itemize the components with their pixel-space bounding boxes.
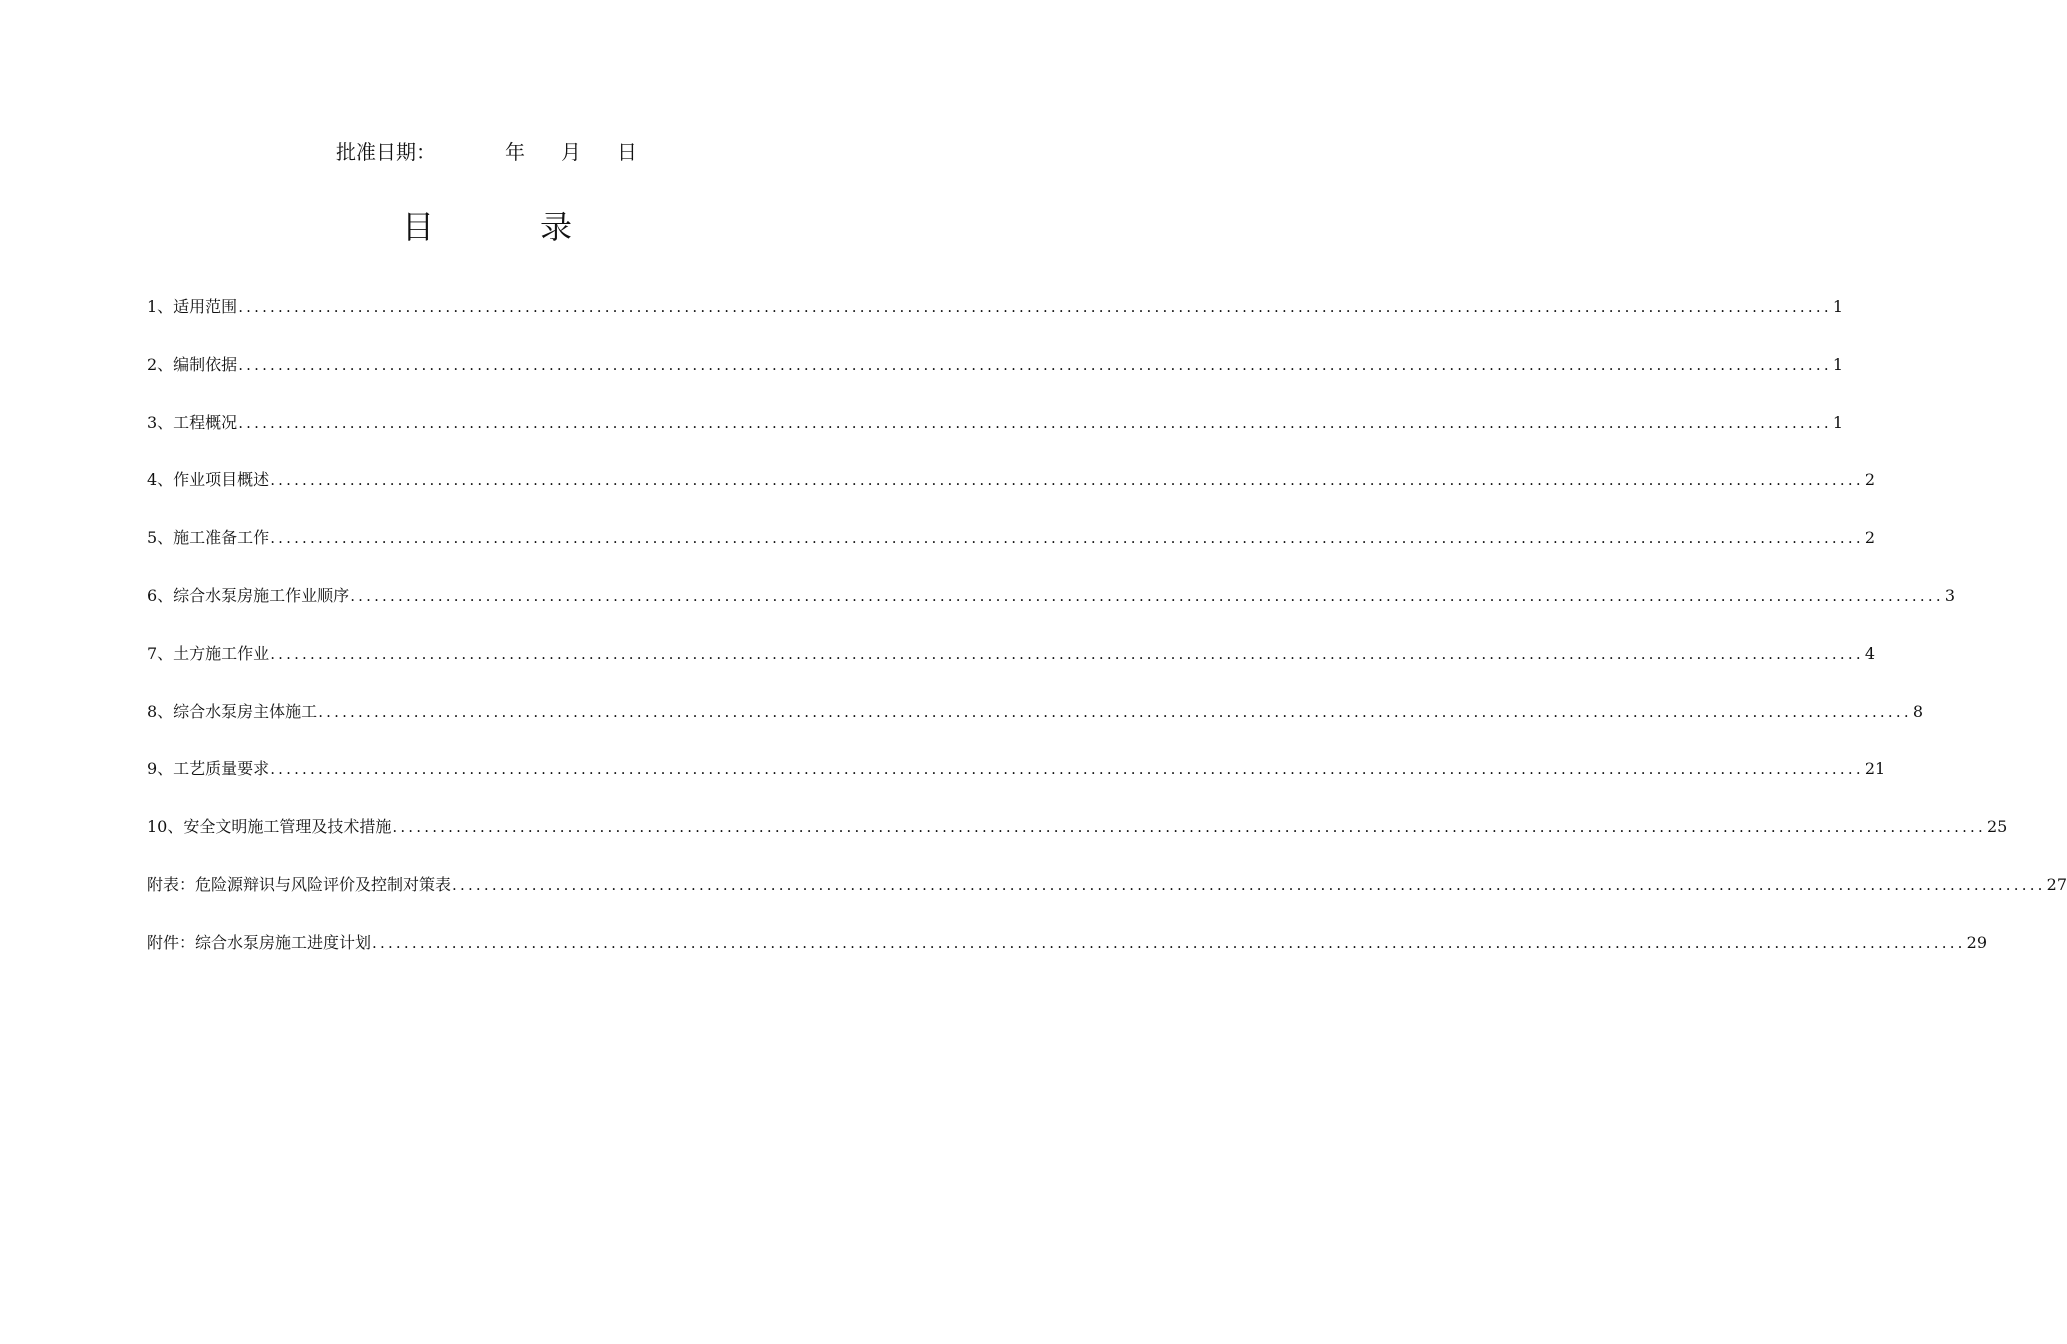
toc-entry[interactable] <box>147 699 1923 757</box>
toc-dot-leader: ........................................................................................................................................................................................................ <box>270 529 1864 548</box>
toc-list <box>147 294 2067 988</box>
toc-entry[interactable] <box>147 583 1955 641</box>
approval-date-label: 批准日期： <box>336 140 436 164</box>
toc-entry-page: 3 <box>1944 585 1955 605</box>
toc-entry-label: 附件：综合水泵房施工进度计划 <box>147 932 372 952</box>
approval-month-label: 月 <box>561 140 581 164</box>
toc-entry-page: 2 <box>1864 470 1875 490</box>
toc-entry[interactable] <box>147 525 1875 583</box>
toc-entry[interactable] <box>147 872 2067 930</box>
toc-entry-page: 2 <box>1864 528 1875 548</box>
toc-entry-label: 6、综合水泵房施工作业顺序 <box>147 585 350 605</box>
toc-dot-leader: ........................................................................................................................................................................................................ <box>270 644 1864 663</box>
toc-heading <box>0 202 950 246</box>
toc-entry[interactable] <box>147 294 1843 352</box>
toc-entry-page: 8 <box>1912 701 1923 721</box>
toc-entry[interactable] <box>147 352 1843 410</box>
toc-dot-leader: ........................................................................................................................................................................................................ <box>318 702 1912 721</box>
approval-date-line <box>0 136 950 166</box>
toc-entry-label: 10、安全文明施工管理及技术措施 <box>147 817 392 837</box>
approval-year-label: 年 <box>505 140 525 164</box>
toc-entry[interactable] <box>147 641 1875 699</box>
toc-entry[interactable] <box>147 930 1987 988</box>
toc-entry-label: 5、施工准备工作 <box>147 528 270 548</box>
toc-dot-leader: ........................................................................................................................................................................................................ <box>350 586 1944 605</box>
toc-dot-leader: ........................................................................................................................................................................................................ <box>238 298 1832 316</box>
toc-entry-label: 3、工程概况 <box>147 412 238 432</box>
toc-heading-char-1: 目 <box>402 208 435 246</box>
toc-entry[interactable] <box>147 410 1843 468</box>
toc-dot-leader: ........................................................................................................................................................................................................ <box>452 875 2046 894</box>
toc-dot-leader: ........................................................................................................................................................................................................ <box>372 933 1966 952</box>
toc-entry-label: 4、作业项目概述 <box>147 470 270 490</box>
toc-entry-page: 1 <box>1832 297 1843 316</box>
toc-entry[interactable] <box>147 467 1875 525</box>
toc-entry[interactable] <box>147 814 2008 872</box>
toc-entry-label: 7、土方施工作业 <box>147 643 270 663</box>
toc-entry-label: 2、编制依据 <box>147 354 238 374</box>
toc-dot-leader: ........................................................................................................................................................................................................ <box>270 471 1864 490</box>
toc-dot-leader: ........................................................................................................................................................................................................ <box>392 818 1986 837</box>
toc-entry-page: 25 <box>1987 817 2008 837</box>
approval-day-label: 日 <box>617 140 637 164</box>
toc-entry-page: 29 <box>1966 932 1987 952</box>
toc-entry-page: 4 <box>1864 643 1875 663</box>
toc-entry-label: 1、适用范围 <box>147 297 238 316</box>
toc-entry-label: 附表：危险源辩识与风险评价及控制对策表 <box>147 874 452 894</box>
toc-dot-leader: ........................................................................................................................................................................................................ <box>238 413 1832 432</box>
toc-entry-page: 27 <box>2046 874 2067 894</box>
toc-entry-page: 21 <box>1864 759 1886 779</box>
toc-entry[interactable] <box>147 756 1886 814</box>
toc-entry-page: 1 <box>1832 354 1843 374</box>
toc-entry-label: 8、综合水泵房主体施工 <box>147 701 318 721</box>
toc-dot-leader: ........................................................................................................................................................................................................ <box>238 355 1832 374</box>
toc-entry-label: 9、工艺质量要求 <box>147 759 270 779</box>
toc-dot-leader: ........................................................................................................................................................................................................ <box>270 760 1864 779</box>
toc-heading-char-2: 录 <box>540 208 573 246</box>
toc-entry-page: 1 <box>1832 412 1843 432</box>
